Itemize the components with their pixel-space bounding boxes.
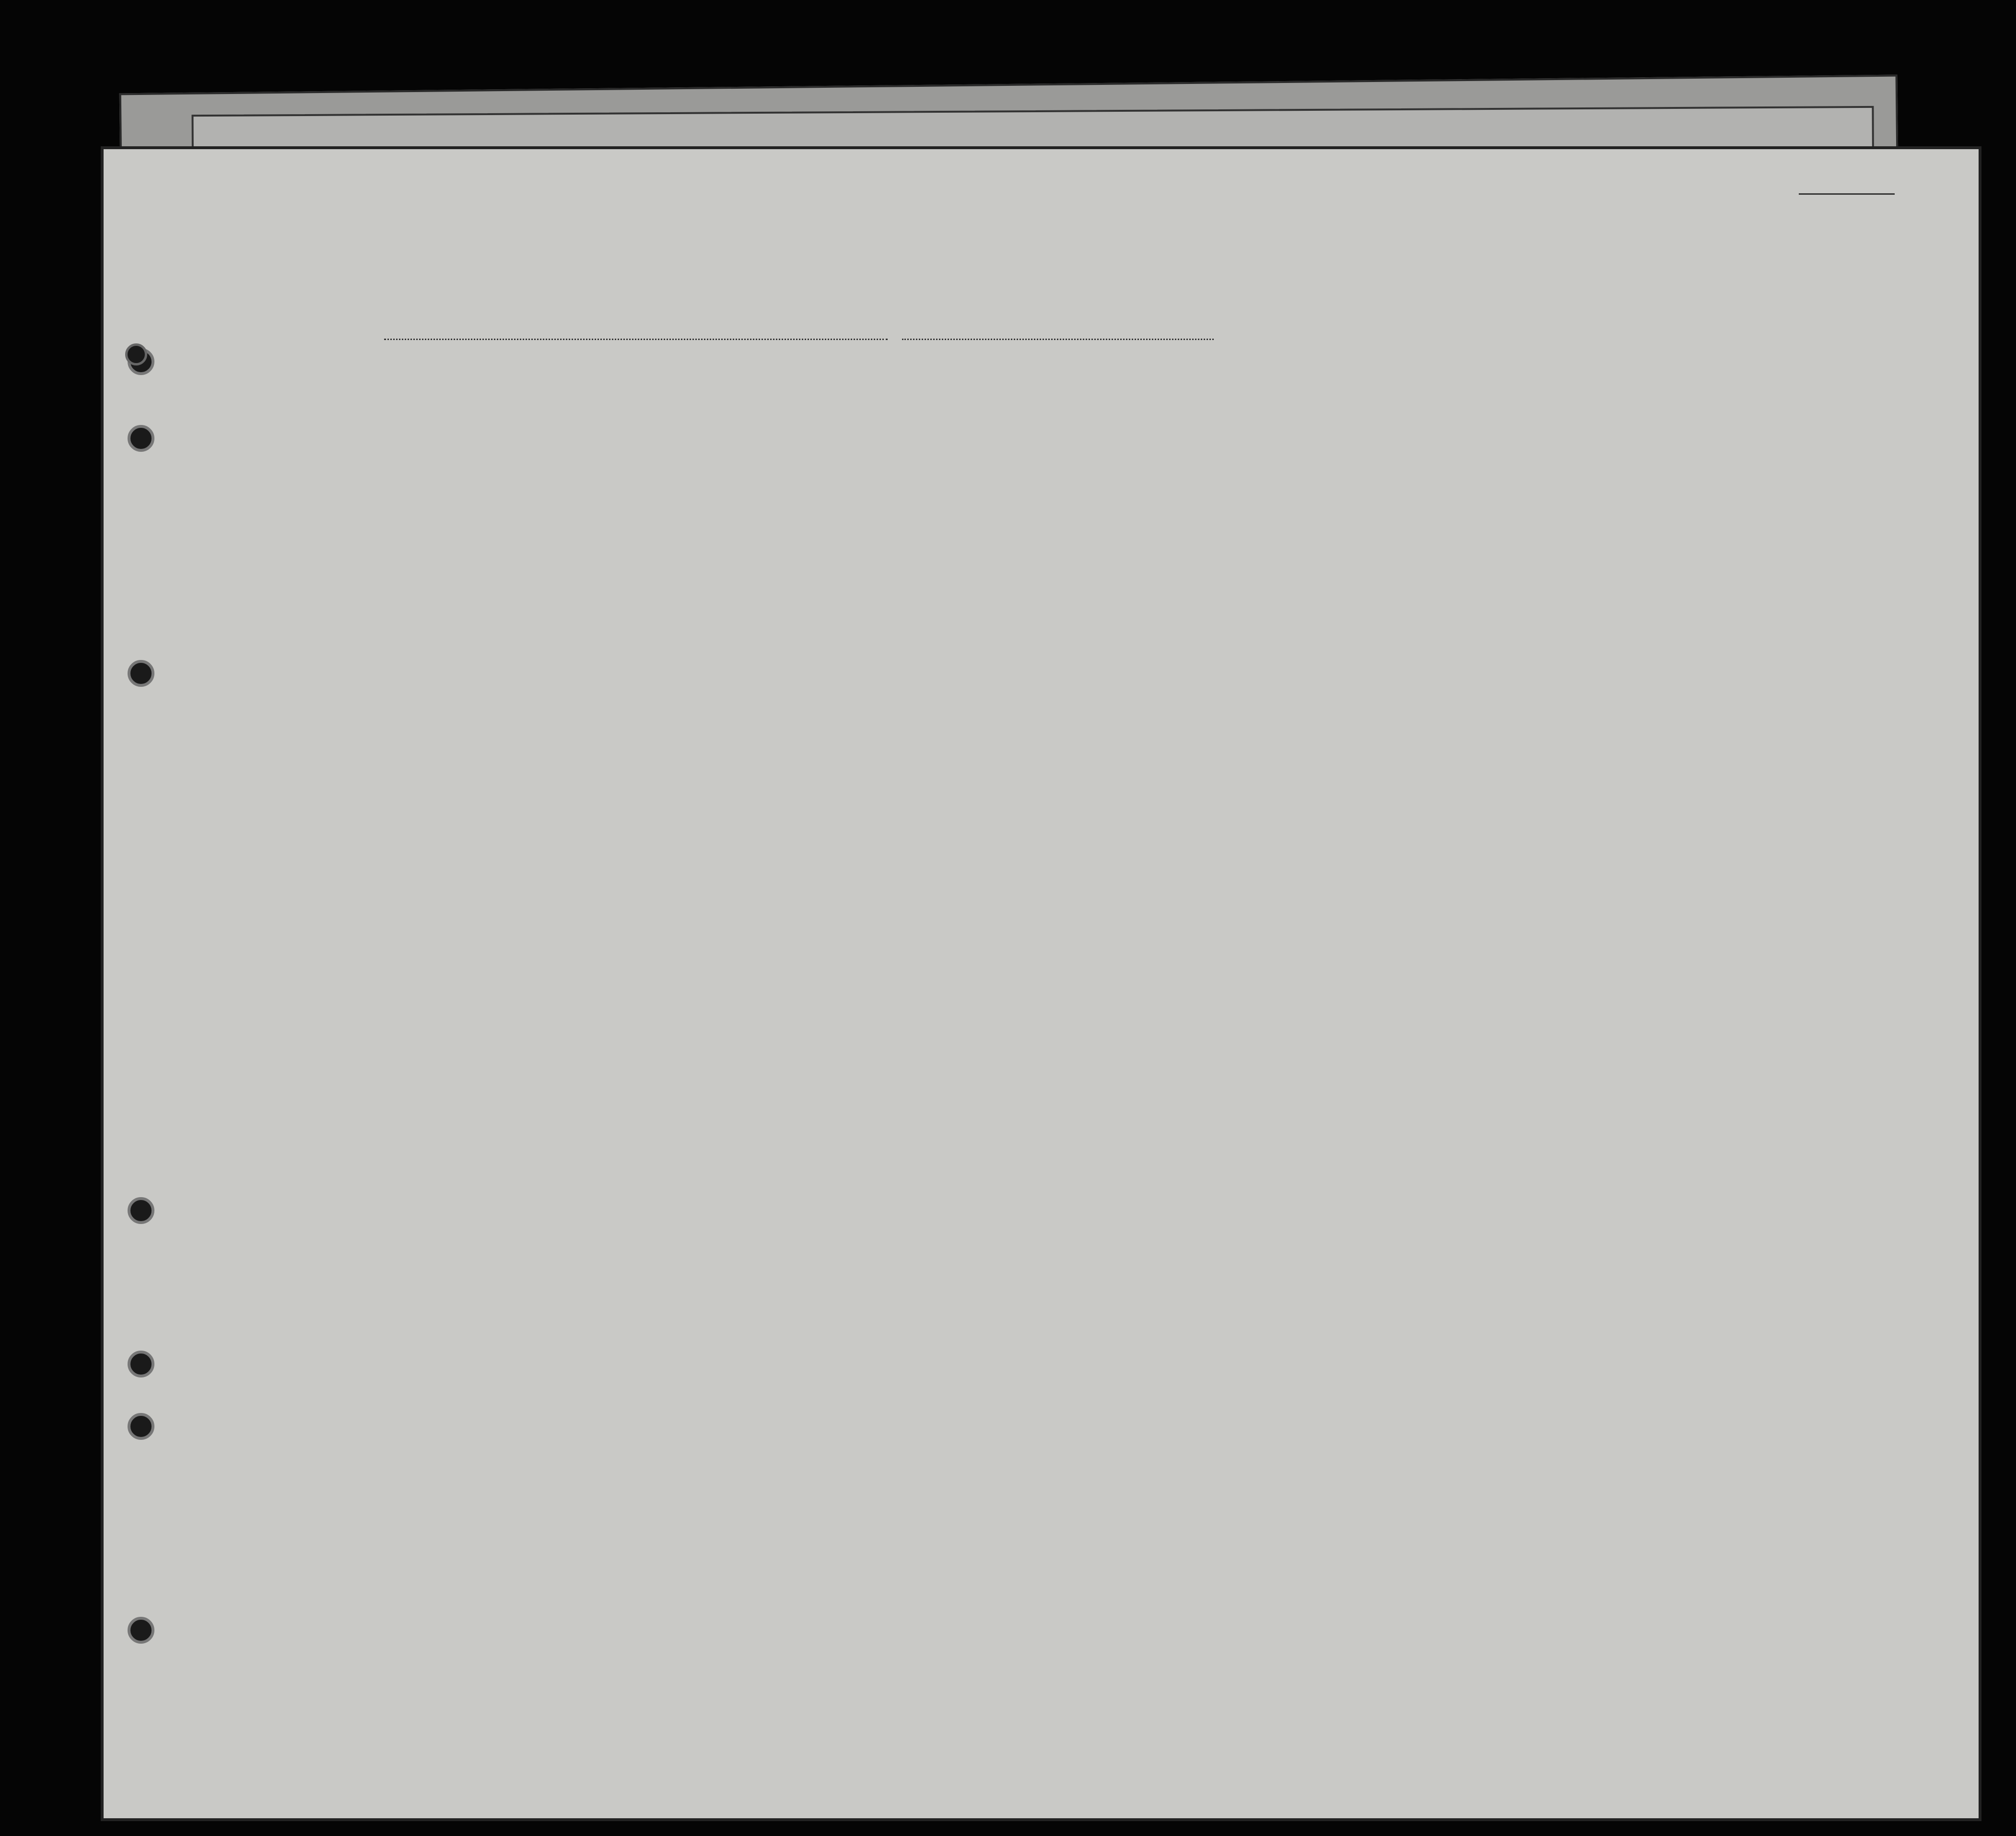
header-deported (1513, 408, 1535, 581)
header-purpose-c (1255, 425, 1282, 583)
header-purpose-a (1191, 425, 1218, 583)
header-prison (1293, 408, 1322, 581)
header-polygamist (1329, 418, 1343, 581)
header-ticket (622, 427, 642, 590)
manifest-sheet (101, 146, 1981, 1821)
header-excluded (1485, 408, 1506, 581)
header-feet (1677, 480, 1687, 523)
header-inches (1705, 480, 1715, 528)
header-contract (1442, 408, 1475, 581)
manifest-grid (104, 149, 1979, 1818)
header-anarchist (1355, 418, 1370, 581)
header-purpose-b (1224, 425, 1250, 583)
header-overthrow (1382, 408, 1434, 581)
header-money (737, 437, 756, 571)
